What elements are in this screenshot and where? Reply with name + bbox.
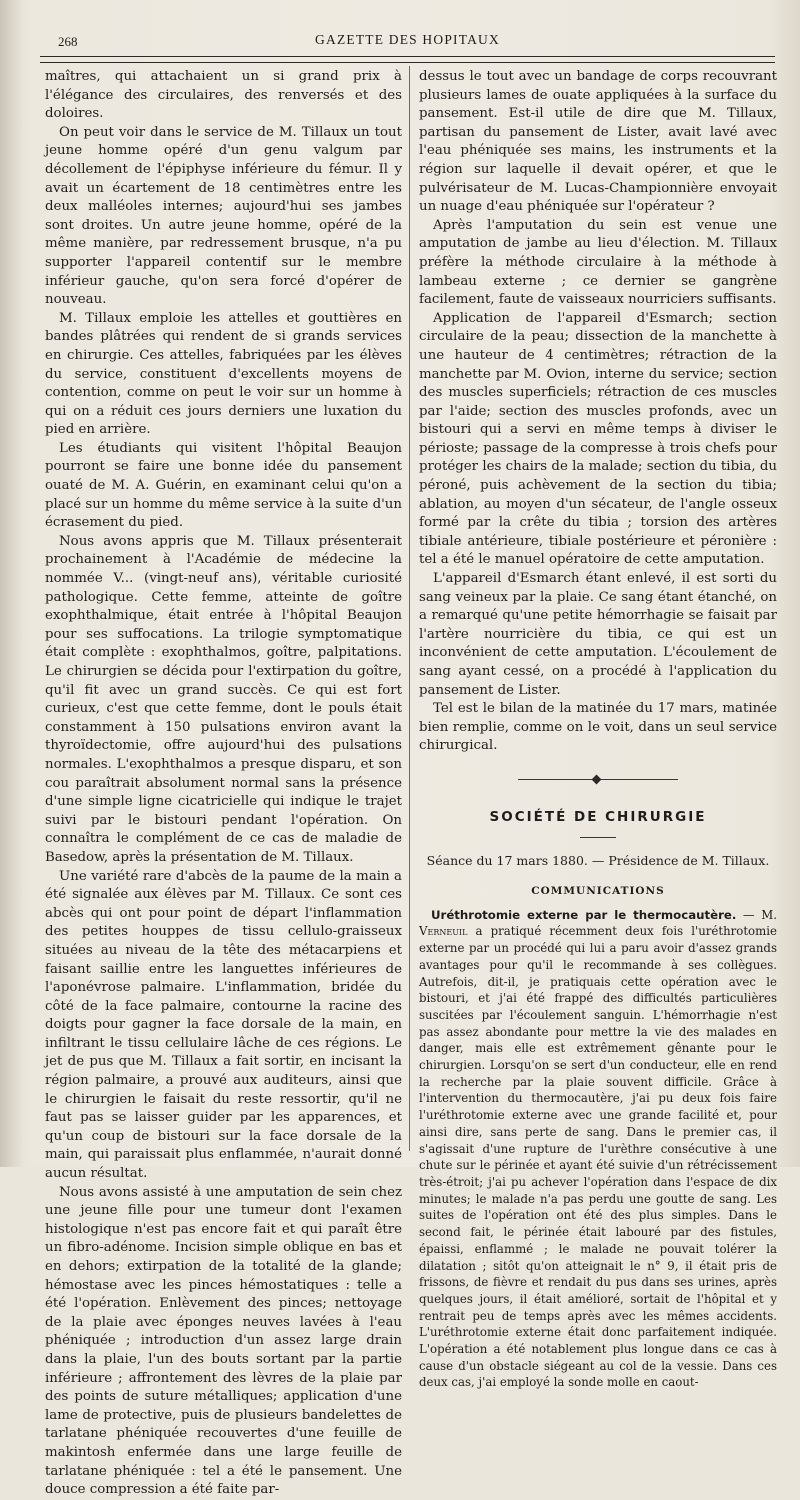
header-double-rule — [40, 56, 775, 63]
communication-text — [419, 907, 777, 1391]
paragraph: Une variété rare d'abcès de la paume de la main a été signalée aux élèves par M. Tillaux. Ce sont ces abcès qui ont pour point de départ l'inflammation des petites houppes de tissu cellulo-graisseux situées au niveau de la tête des métacarpiens et faisant saillie entre les languettes inférieures de l'aponévrose palmaire. L'inflammation, bridée du côté de la face palmaire, contourne la racine des doigts pour gagner la face dorsale de la main, en infiltrant le tissu cellulaire lâche de ces régions. Le jet de pus que M. Tillaux a fait sortir, en incisant la région palmaire, a prouvé aux auditeurs, ainsi que le chirurgien le faisait du reste ressortir, qu'il ne faut pas se laisser guider par les apparences, et qu'un coup de bistouri sur la face dorsale de la main, qui paraissait plus enflammée, n'aurait donné aucun résultat. — [45, 868, 402, 1182]
right-column — [419, 68, 777, 1391]
paragraph: Application de l'appareil d'Esmarch; section circulaire de la peau; dissection de la manchette à une hauteur de 4 centimètres; rétraction de la manchette par M. Ovion, interne du service; section des muscles superficiels; rétraction de ces muscles par l'aide; section des muscles profonds, avec un bistouri qui a servi en même temps à diviser le périoste; passage de la compresse à trois chefs pour protéger les chairs de la malade; section du tibia, du péroné, puis achèvement de la section du tibia; ablation, au moyen d'un sécateur, de l'angle osseux formé par la crête du tibia ; torsion des artères tibiale antérieure, tibiale postérieure et péronière : tel a été le manuel opératoire de cette amputation. — [419, 310, 777, 568]
paragraph: L'appareil d'Esmarch étant enlevé, il est sorti du sang veineux par la plaie. Ce sang étant étanché, on a remarqué qu'une petite hémorrhagie se faisait par l'artère nourricière du tibia, ce qui est un inconvénient de cette amputation. L'écoulement de sang ayant cessé, on a procédé à l'application du pansement de Lister. — [419, 571, 777, 698]
section-heading: SOCIÉTÉ DE CHIRURGIE — [489, 808, 707, 825]
communication-body: a pratiqué récemment deux fois l'uréthrotomie externe par un procédé qui lui a paru avoir d'assez grands avantages pour qu'il le recommande à ses collègues. Autrefois, dit-il, je pratiquais cette opération avec le bistouri, et j'ai été frappé des difficultés particulières suscitées par l'écoulement sanguin. L'hémorrhagie n'est pas assez abondante pour mettre la vie des malades en danger, mais elle est extrêmement gênante pour le chirurgien. Lorsqu'on se sert d'un conducteur, elle en rend la recherche par la plaie souvent difficile. Grâce à l'intervention du thermocautère, j'ai pu deux fois faire l'uréthrotomie externe avec une grande facilité et, pour ainsi dire, sans perte de sang. Dans le premier cas, il s'agissait d'une rupture de l'urèthre consécutive à une chute sur le périnée et ayant été suivie d'un rétrécissement très-étroit; j'ai pu achever l'opération dans l'espace de dix minutes; le malade n'a pas perdu une goutte de sang. Les suites de l'opération ont été des plus simples. Dans le second fait, le périnée était labouré par des fistules, épaissi, enflammé ; le malade ne pouvait tolérer la dilatation ; sitôt qu'on atteignait le n° 9, il était pris de frissons, de fièvre et rendait du pus dans ses urines, après quelques jours, il était amélioré, sortait de l'hôpital et y rentrait peu de temps après avec les mêmes accidents. L'uréthrotomie externe était donc parfaitement indiquée. L'opération a été notablement plus longue dans ce cas à cause d'un obstacle siégeant au col de la vessie. Dans ces deux cas, j'ai employé la sonde molle en caout- — [419, 924, 777, 1390]
column-divider — [409, 66, 410, 1151]
paragraph: Nous avons appris que M. Tillaux présenterait prochainement à l'Académie de médecine la nommée V... (vingt-neuf ans), véritable curiosité pathologique. Cette femme, atteinte de goître exophthalmique, était entrée à l'hôpital Beaujon pour ses suffocations. La trilogie symptomatique était complète : exophthalmos, goître, palpitations. Le chirurgien se décida pour l'extirpation du goître, qu'il fit avec un grand succès. Ce qui est fort curieux, c'est que cette femme, dont le pouls était constamment à 150 pulsations environ avant la thyroïdectomie, offre aujourd'hui des pulsations normales. L'exophthalmos a presque disparu, et son cou paraîtrait absolument normal sans la présence d'une simple ligne cicatricielle qui indique le trajet suivi par le bistouri pendant l'opération. On connaîtra le complément de ce cas de maladie de Basedow, après la présentation de M. Tillaux. — [45, 533, 402, 865]
left-column — [45, 68, 402, 1500]
communication-title: Uréthrotomie externe par le thermocautère. — [431, 907, 737, 922]
page-spine-shadow — [0, 0, 24, 1167]
paragraph: Les étudiants qui visitent l'hôpital Beaujon pourront se faire une bonne idée du pansement ouaté de M. A. Guérin, en examinant celui qu'on a placé sur un homme du même service à la suite d'un écrasement du pied. — [45, 440, 402, 531]
paragraph: Après l'amputation du sein est venue une amputation de jambe au lieu d'élection. M. Tillaux préfère la méthode circulaire à la méthode à lambeau externe ; ce dernier se gangrène facilement, faute de vaisseaux nourriciers suffisants. — [419, 217, 777, 308]
paragraph: dessus le tout avec un bandage de corps recouvrant plusieurs lames de ouate appliquées à la surface du pansement. Est-il utile de dire que M. Tillaux, partisan du pansement de Lister, avait lavé avec l'eau phéniquée ses mains, les instruments et la région sur laquelle il devait opérer, et que le pulvérisateur de M. Lucas-Championnière envoyait un nuage d'eau phéniquée sur l'opérateur ? — [419, 69, 777, 215]
communications-heading: COMMUNICATIONS — [531, 885, 665, 898]
short-divider — [580, 837, 616, 838]
session-line: Séance du 17 mars 1880. — Présidence de M. Tillaux. — [426, 852, 770, 868]
paragraph: maîtres, qui attachaient un si grand prix à l'élégance des circulaires, des renversés et des doloires. — [45, 69, 402, 122]
page-header — [40, 30, 775, 54]
paragraph: On peut voir dans le service de M. Tillaux un tout jeune homme opéré d'un genu valgum par décollement de l'épiphyse inférieure du fémur. Il y avait un écartement de 18 centimètres entre les deux malléoles internes; aujourd'hui ses jambes sont droites. Un autre jeune homme, opéré de la même manière, par redressement brusque, n'a pu supporter l'appareil contentif sur le membre inférieur gauche, qu'on sera forcé d'opérer de nouveau. — [45, 124, 402, 308]
paragraph: Tel est le bilan de la matinée du 17 mars, matinée bien remplie, comme on le voit, dans un seul service chirurgical. — [419, 701, 777, 754]
paragraph: Nous avons assisté à une amputation de sein chez une jeune fille pour une tumeur dont l'examen histologique n'est pas encore fait et qui paraît être un fibro-adénome. Incision simple oblique en bas et en dehors; extirpation de la totalité de la glande; hémostase avec les pinces hémostatiques : telle a été l'opération. Enlèvement des pinces; nettoyage de la plaie avec éponges neuves lavées à l'eau phéniquée ; introduction d'un assez large drain dans la plaie, l'un des bouts sortant par la partie inférieure ; affrontement des lèvres de la plaie par des points de suture métalliques; application d'une lame de protective, puis de plusieurs bandelettes de tarlatane phéniquée recouvertes d'une feuille de makintosh enfermée dans une large feuille de tarlatane phéniquée : tel a été le pansement. Une douce compression a été faite par- — [45, 1184, 402, 1498]
paragraph: M. Tillaux emploie les attelles et gouttières en bandes plâtrées qui rendent de si grands services en chirurgie. Ces attelles, fabriquées par les élèves du service, constituent d'excellents moyens de contention, comme on peut le voir sur un homme à qui on a réduit ces jours derniers une luxation du pied en arrière. — [45, 310, 402, 438]
journal-title: GAZETTE DES HOPITAUX — [315, 32, 500, 47]
communication-author: — M. Verneuil — [419, 907, 777, 939]
page-number: 268 — [58, 34, 78, 49]
section-ornament-rule — [518, 776, 678, 782]
